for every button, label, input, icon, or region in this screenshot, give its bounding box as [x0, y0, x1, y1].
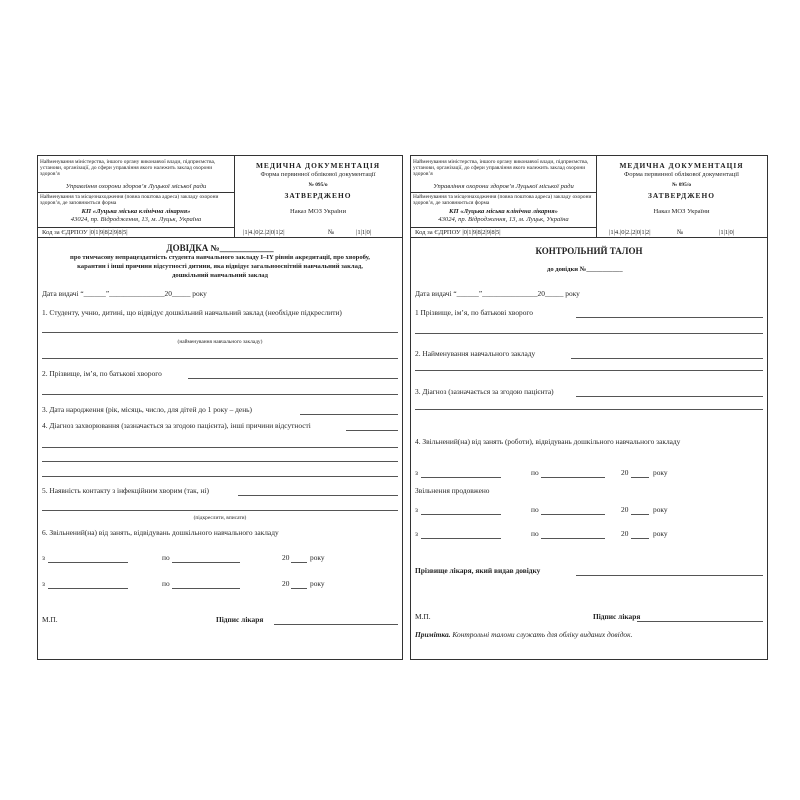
- facility-name: КП «Луцька міська клінічна лікарня»: [81, 208, 191, 215]
- year-prefix-2: 20: [621, 505, 629, 514]
- year-line[interactable]: [291, 562, 307, 563]
- facility-label: Найменування та місцезнаходження (повна поштова адреса) закладу охорони здоров’я, де заповнюється форма: [40, 194, 219, 206]
- to-date-line-2[interactable]: [172, 588, 240, 589]
- to-label: по: [531, 468, 539, 477]
- year-prefix: 20: [621, 468, 629, 477]
- edrpou-code: Код за ЄДРПОУ |0|1|9|8|2|9|8|5|: [42, 229, 128, 236]
- q2-line-2[interactable]: [42, 394, 398, 395]
- approved-label: ЗАТВЕРДЖЕНО: [648, 191, 715, 200]
- left-form-header: [38, 156, 402, 238]
- stamp-label: М.П.: [415, 612, 431, 621]
- q1-line[interactable]: [42, 332, 398, 333]
- note: [415, 631, 632, 639]
- facility-label: Найменування та місцезнаходження (повна поштова адреса) закладу охорони здоров’я, де заповнюється форма: [413, 194, 592, 206]
- order-date: |1|4.|0|2.|2|0|1|2|: [609, 229, 651, 236]
- q3-line-2[interactable]: [415, 409, 763, 410]
- year-label: року: [653, 468, 668, 477]
- q5-hint: (підкреслити, вписати): [193, 515, 247, 521]
- to-date-line-2[interactable]: [541, 514, 605, 515]
- q3-label: 3. Діагноз (зазначається за згодою пацієнта): [415, 387, 554, 396]
- stamp-label: М.П.: [42, 615, 58, 624]
- q1-line[interactable]: [576, 317, 763, 318]
- q6-label: 6. Звільнений(на) від занять, відвідувань дошкільного навчального закладу: [42, 528, 279, 537]
- approved-label: ЗАТВЕРДЖЕНО: [284, 191, 352, 200]
- ministry-value: Управління охорони здоров’я Луцької міської ради: [433, 183, 574, 190]
- order-label: Наказ МОЗ України: [290, 208, 346, 215]
- certificate-subtitle-2: карантин і інші причини відсутності дитини, яка відвідує загальноосвітній навчальний заклад,: [77, 263, 363, 270]
- form-number: № 095/о: [308, 182, 328, 188]
- q3-line[interactable]: [576, 396, 763, 397]
- q4-label: 4. Звільнений(на) від занять (роботи), відвідувань дошкільного навчального закладу: [415, 437, 681, 446]
- to-date-line[interactable]: [541, 477, 605, 478]
- form-type: Форма первинної облікової документації: [260, 171, 376, 178]
- med-doc-title: МЕДИЧНА ДОКУМЕНТАЦІЯ: [255, 161, 381, 170]
- from-label-2: з: [42, 579, 45, 588]
- note-label: Примітка.: [415, 630, 451, 639]
- year-prefix-3: 20: [621, 529, 629, 538]
- order-date: |1|4.|0|2.|2|0|1|2|: [243, 229, 285, 236]
- q3-line[interactable]: [300, 414, 398, 415]
- q5-line-2[interactable]: [42, 510, 398, 511]
- extended-label: Звільнення продовжено: [415, 486, 490, 495]
- ministry-label: Найменування міністерства, іншого органу виконавчої влади, підприємства, установи, організації, до сфери управління якого належить заклад охорони здоров’я: [413, 159, 589, 177]
- issue-date-field[interactable]: Дата видачі “______”_______________20_____ року: [415, 289, 580, 298]
- order-number: |1|1|0|: [719, 229, 735, 236]
- q4-line-4[interactable]: [42, 476, 398, 477]
- q2-line-2[interactable]: [415, 370, 763, 371]
- q4-line-2[interactable]: [42, 447, 398, 448]
- from-label: з: [415, 468, 418, 477]
- year-prefix-2: 20: [282, 579, 290, 588]
- q5-label: 5. Наявність контакту з інфекційним хворим (так, ні): [42, 486, 209, 495]
- q5-line[interactable]: [238, 495, 398, 496]
- from-label: з: [42, 553, 45, 562]
- ministry-label: Найменування міністерства, іншого органу виконавчої влади, підприємства, установи, організації, до сфери управління якого належить заклад охорони здоров’я: [40, 159, 216, 177]
- q1-label: 1 Прізвище, ім’я, по батькові хворого: [415, 308, 533, 317]
- facility-address: 43024, пр. Відродження, 13, м. Луцьк, Україна: [438, 216, 569, 223]
- from-date-line[interactable]: [421, 477, 501, 478]
- year-prefix: 20: [282, 553, 290, 562]
- doctor-name-label: Прізвище лікаря, який видав довідку: [415, 566, 541, 575]
- from-label-3: з: [415, 529, 418, 538]
- from-date-line-2[interactable]: [48, 588, 128, 589]
- doctor-name-line[interactable]: [576, 575, 763, 576]
- q4-label: 4. Діагноз захворювання (зазначається за згодою пацієнта), інші причини відсутності: [42, 421, 311, 430]
- year-label-2: року: [310, 579, 325, 588]
- q3-label: 3. Дата народження (рік, місяць, число, для дітей до 1 року – день): [42, 405, 253, 414]
- year-line-3[interactable]: [631, 538, 649, 539]
- edrpou-code: Код за ЄДРПОУ |0|1|9|8|2|9|8|5|: [415, 229, 501, 236]
- order-number-label: №: [677, 229, 684, 236]
- order-label: Наказ МОЗ України: [653, 208, 710, 215]
- from-date-line-3[interactable]: [421, 538, 501, 539]
- q4-line-3[interactable]: [42, 461, 398, 462]
- q2-line[interactable]: [188, 378, 398, 379]
- signature-line[interactable]: [274, 624, 398, 625]
- year-line-2[interactable]: [631, 514, 649, 515]
- to-label-2: по: [531, 505, 539, 514]
- to-label-2: по: [162, 579, 170, 588]
- to-label: по: [162, 553, 170, 562]
- q2-label: 2. Найменування навчального закладу: [415, 349, 536, 358]
- ministry-value: Управління охорони здоров’я Луцької міської ради: [65, 183, 207, 190]
- order-number: |1|1|0|: [356, 229, 372, 236]
- from-date-line-2[interactable]: [421, 514, 501, 515]
- form-number: № 095/о: [671, 182, 692, 188]
- facility-name: КП «Луцька міська клінічна лікарня»: [449, 208, 558, 215]
- signature-line[interactable]: [637, 621, 763, 622]
- stub-title: КОНТРОЛЬНИЙ ТАЛОН: [535, 246, 643, 256]
- q2-line[interactable]: [571, 358, 763, 359]
- facility-address: 43024, пр. Відродження, 13, м. Луцьк, Україна: [70, 216, 202, 223]
- q4-line[interactable]: [346, 430, 398, 431]
- right-form-control-stub: [410, 155, 768, 660]
- note-text: Контрольні талони служать для обліку виданих довідок.: [452, 630, 633, 639]
- year-label-3: року: [653, 529, 668, 538]
- from-date-line[interactable]: [48, 562, 128, 563]
- signature-label: Підпис лікаря: [593, 612, 641, 621]
- q1-line-2[interactable]: [415, 333, 763, 334]
- right-form-header: [411, 156, 767, 238]
- to-date-line[interactable]: [172, 562, 240, 563]
- year-label-2: року: [653, 505, 668, 514]
- certificate-subtitle-3: дошкільний навчальний заклад: [172, 272, 268, 279]
- year-line[interactable]: [631, 477, 649, 478]
- q1-hint: (найменування навчального закладу): [177, 339, 263, 345]
- from-label-2: з: [415, 505, 418, 514]
- q1-label: 1. Студенту, учню, дитині, що відвідує дошкільний навчальний заклад (необхідне підкреслити): [42, 308, 342, 317]
- year-label: року: [310, 553, 325, 562]
- signature-label: Підпис лікаря: [216, 615, 264, 624]
- year-line-2[interactable]: [291, 588, 307, 589]
- q2-label: 2. Прізвище, ім’я, по батькові хворого: [42, 369, 162, 378]
- med-doc-title: МЕДИЧНА ДОКУМЕНТАЦІЯ: [619, 161, 744, 170]
- stub-subtitle: до довідки №___________: [547, 266, 623, 273]
- to-label-3: по: [531, 529, 539, 538]
- order-number-label: №: [328, 229, 335, 236]
- certificate-title: ДОВІДКА №____________: [166, 243, 274, 253]
- certificate-subtitle-1: про тимчасову непрацездатність студента навчального закладу I–IY рівнів акредитації, про хворобу,: [70, 254, 370, 261]
- form-type: Форма первинної облікової документації: [624, 171, 739, 178]
- left-form-095o: [37, 155, 403, 660]
- issue-date-field[interactable]: Дата видачі “______”_______________20_____ року: [42, 289, 207, 298]
- to-date-line-3[interactable]: [541, 538, 605, 539]
- q1-line-2[interactable]: [42, 358, 398, 359]
